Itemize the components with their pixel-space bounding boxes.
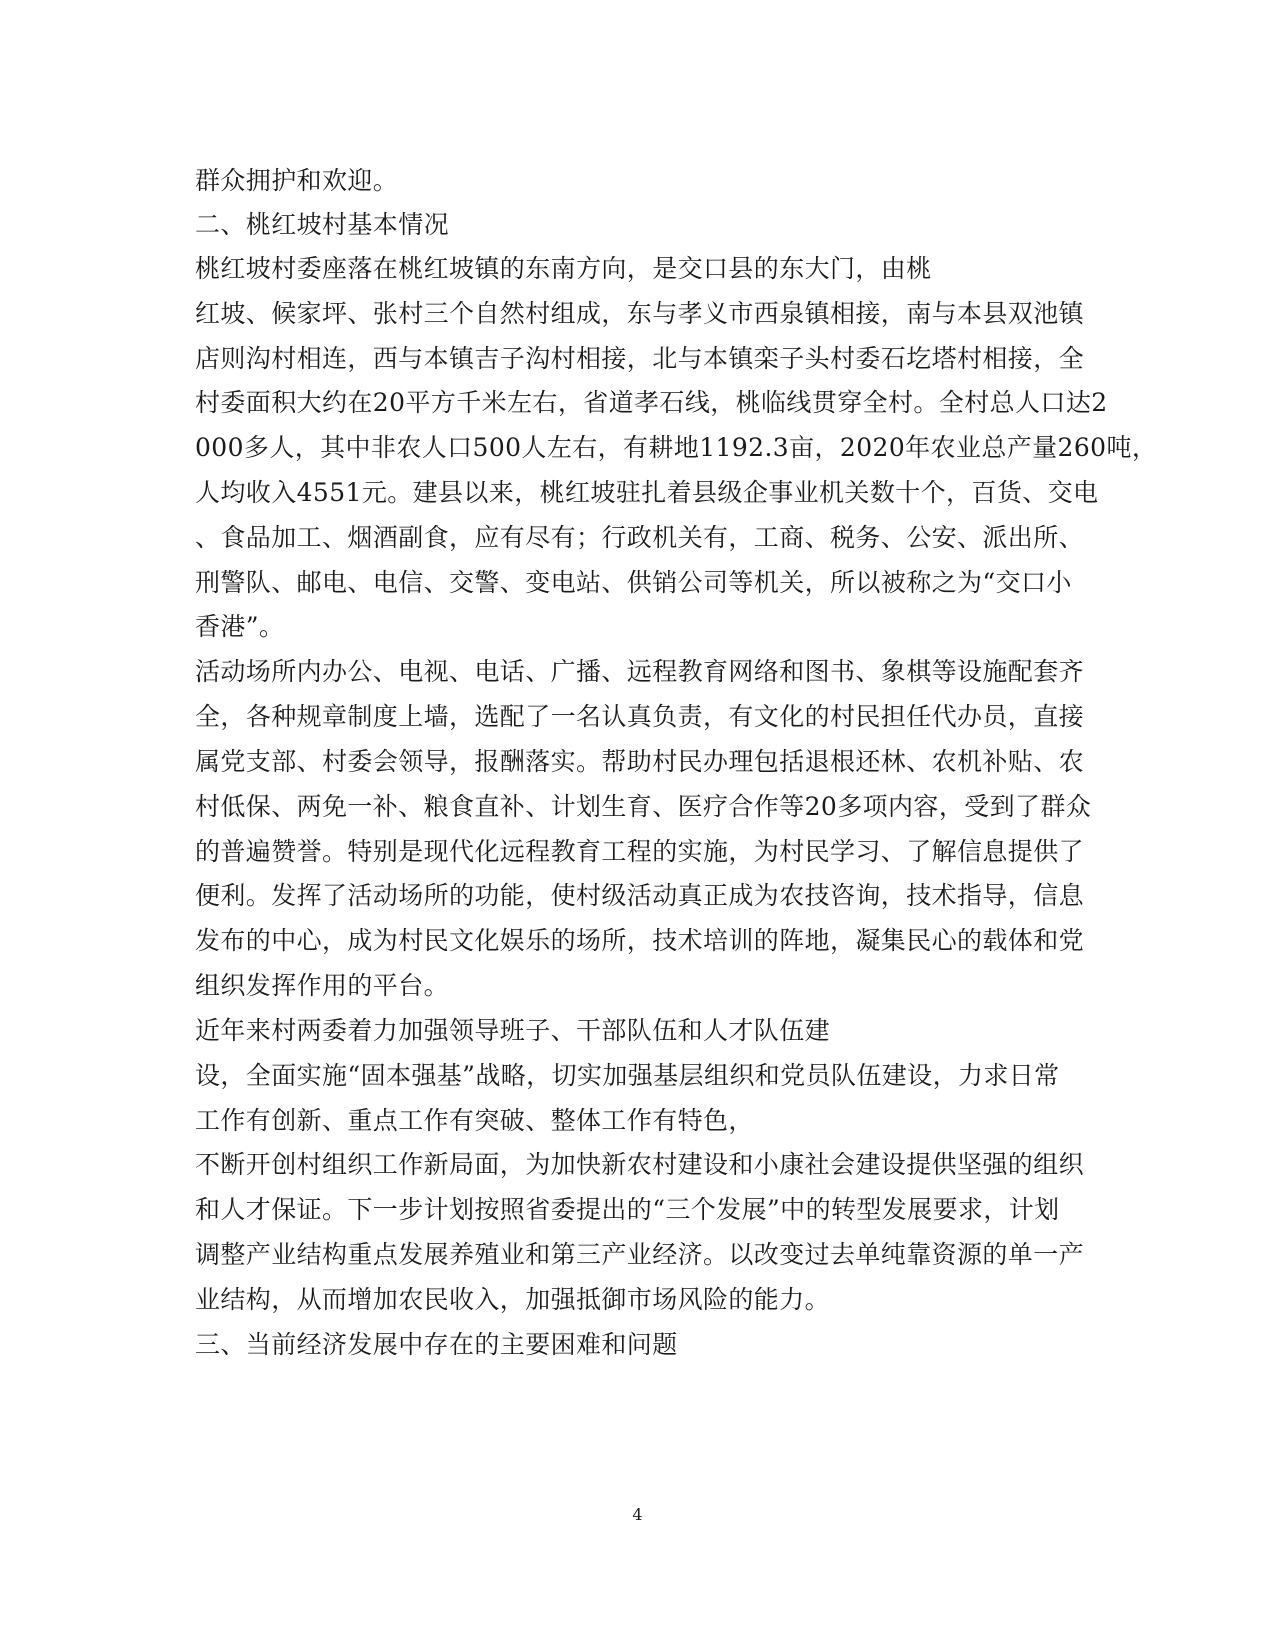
- text-line: 调整产业结构重点发展养殖业和第三产业经济。以改变过去单纯靠资源的单一产: [195, 1240, 1085, 1269]
- section-heading: 三、当前经济发展中存在的主要困难和问题: [195, 1330, 678, 1359]
- text-line: 属党支部、村委会领导，报酬落实。帮助村民办理包括退根还林、农机补贴、农: [195, 747, 1085, 776]
- text-line: 工作有创新、重点工作有突破、整体工作有特色，: [195, 1106, 754, 1135]
- text-line: 村低保、两免一补、粮食直补、计划生育、医疗合作等20多项内容，受到了群众: [195, 792, 1092, 821]
- text-line: 不断开创村组织工作新局面，为加快新农村建设和小康社会建设提供坚强的组织: [195, 1150, 1085, 1179]
- text-line: 、食品加工、烟酒副食，应有尽有；行政机关有，工商、税务、公安、派出所、: [195, 523, 1085, 552]
- text-line: 设，全面实施“固本强基”战略，切实加强基层组织和党员队伍建设，力求日常: [195, 1061, 1060, 1090]
- text-line: 店则沟村相连，西与本镇吉子沟村相接，北与本镇栾子头村委石圪塔村相接，全: [195, 344, 1085, 373]
- text-line: 群众拥护和欢迎。: [195, 166, 399, 195]
- text-line: 发布的中心，成为村民文化娱乐的场所，技术培训的阵地，凝集民心的载体和党: [195, 926, 1085, 955]
- text-line: 桃红坡村委座落在桃红坡镇的东南方向，是交口县的东大门，由桃: [195, 254, 932, 283]
- text-line: 人均收入4551元。建县以来，桃红坡驻扎着县级企事业机关数十个，百货、交电: [195, 478, 1099, 507]
- section-heading: 二、桃红坡村基本情况: [195, 210, 450, 239]
- text-line: 红坡、候家坪、张村三个自然村组成，东与孝义市西泉镇相接，南与本县双池镇: [195, 299, 1085, 328]
- text-line: 近年来村两委着力加强领导班子、干部队伍和人才队伍建: [195, 1016, 831, 1045]
- page-number: 4: [632, 1505, 643, 1524]
- text-line: 组织发挥作用的平台。: [195, 971, 450, 1000]
- text-line: 业结构，从而增加农民收入，加强抵御市场风险的能力。: [195, 1285, 831, 1314]
- text-line: 全，各种规章制度上墙，选配了一名认真负责，有文化的村民担任代办员，直接: [195, 702, 1085, 731]
- text-line: 刑警队、邮电、电信、交警、变电站、供销公司等机关，所以被称之为“交口小: [195, 568, 1072, 597]
- text-line: 的普遍赞誉。特别是现代化远程教育工程的实施，为村民学习、了解信息提供了: [195, 837, 1085, 866]
- text-line: 和人才保证。下一步计划按照省委提出的“三个发展”中的转型发展要求，计划: [195, 1195, 1060, 1224]
- text-line: 活动场所内办公、电视、电话、广播、远程教育网络和图书、象棋等设施配套齐: [195, 657, 1085, 686]
- text-line: 香港”。: [195, 612, 285, 641]
- text-line: 村委面积大约在20平方千米左右，省道孝石线，桃临线贯穿全村。全村总人口达2: [195, 388, 1108, 417]
- text-line: 000多人，其中非农人口500人左右，有耕地1192.3亩，2020年农业总产量260吨，: [195, 433, 1158, 462]
- text-line: 便利。发挥了活动场所的功能，使村级活动真正成为农技咨询，技术指导，信息: [195, 881, 1085, 910]
